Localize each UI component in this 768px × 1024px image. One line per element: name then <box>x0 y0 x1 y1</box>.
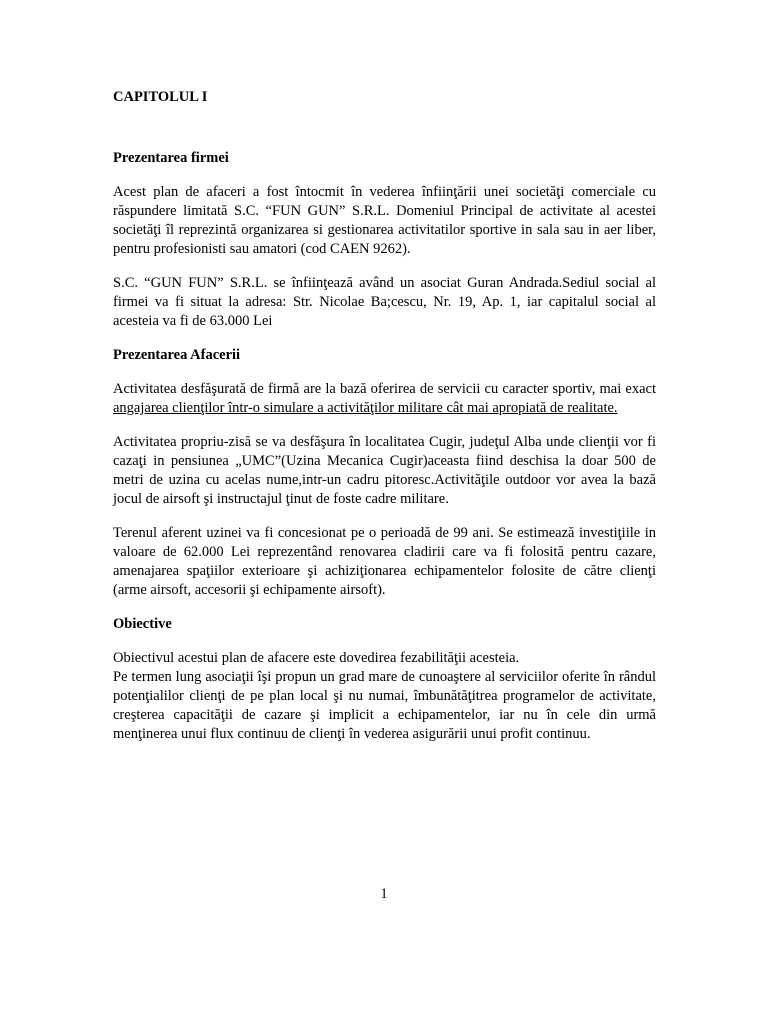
chapter-title: CAPITOLUL I <box>113 89 208 105</box>
paragraph-objectives-main: Obiectivul acestui plan de afacere este dovedirea fezabilităţii acesteia. <box>113 650 520 666</box>
paragraph-firm-intro: Acest plan de afaceri a fost întocmit în vederea înfiinţării unei societăţi comerciale cu răspundere limitată S.C. “FUN GUN” S.R.L. Domeniul Principal de activitate al acestei societăţi îl reprezintă organizarea si gestionarea activitatilor sportive in sala sau in aer liber, pentru profesionisti sau amatori (cod CAEN 9262). <box>113 184 656 257</box>
paragraph-firm-details: S.C. “GUN FUN” S.R.L. se înfiinţează având un asociat Guran Andrada.Sediul social al firmei va fi situat la adresa: Str. Nicolae Ba;cescu, Nr. 19, Ap. 1, iar capitalul social al acesteia va fi de 63.000 Lei <box>113 275 656 329</box>
page-number: 1 <box>380 886 388 902</box>
paragraph-business-location: Activitatea propriu-zisă se va desfăşura în localitatea Cugir, judeţul Alba unde clienţii vor fi cazaţi in pensiunea „UMC”(Uzina Mecanica Cugir)aceasta fiind deschisa la doar 500 de metri de uzina cu acelas nume,intr-un cadru pitoresc.Activităţile outdoor vor avea la bază jocul de airsoft şi instructajul ţinut de foste cadre militare. <box>113 434 656 507</box>
section-heading-business: Prezentarea Afacerii <box>113 347 241 363</box>
page-content <box>113 88 656 759</box>
paragraph-objectives-long-term: Pe termen lung asociaţii îşi propun un grad mare de cunoaştere al serviciilor oferite în rândul potenţialilor clienţi de pe plan local şi nu numai, îmbunătăţitrea programelor de activitate, creşterea capacităţii de cazare şi implicit a echipamentelor, iar nu în cele din urmă menţinerea unui flux continuu de clienţi în vederea asigurării unui profit continuu. <box>113 669 656 742</box>
section-heading-firm: Prezentarea firmei <box>113 150 229 166</box>
paragraph-business-activity <box>113 380 656 418</box>
section-heading-objectives: Obiective <box>113 616 172 632</box>
business-activity-text: Activitatea desfăşurată de firmă are la bază oferirea de servicii cu caracter sportiv, mai exact <box>113 381 656 397</box>
business-activity-underlined-text: angajarea clienţilor într-o simulare a activităţilor militare cât mai apropiată de realitate. <box>113 400 618 416</box>
paragraph-business-investment: Terenul aferent uzinei va fi concesionat pe o perioadă de 99 ani. Se estimează investiţiile in valoare de 62.000 Lei reprezentând renovarea cladirii care va fi folosită pentru cazare, amenajarea spaţiilor exterioare şi achiziţionarea echipamentelor folosite de către clienţi (arme airsoft, accesorii şi echipamente airsoft). <box>113 525 656 598</box>
